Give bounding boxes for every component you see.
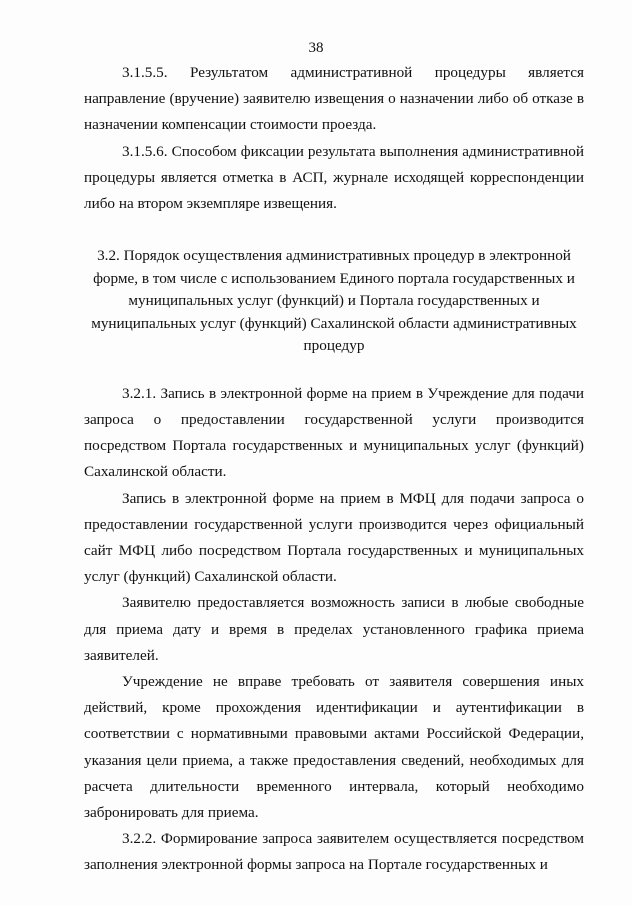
paragraph-3-2-2: 3.2.2. Формирование запроса заявителем осуществляется посредством заполнения электронной формы запроса на Портале государственных и xyxy=(84,830,584,874)
paragraph-registration-options: Заявителю предоставляется возможность записи в любые свободные для приема дату и время в пределах установленного графика приема заявителей. xyxy=(84,594,584,664)
paragraph-mfc-registration: Запись в электронной форме на прием в МФЦ для подачи запроса о предоставлении государственной услуги производится через официальный сайт МФЦ либо посредством Портала государственных и муниципальных услуг (функций) Сахалинской области. xyxy=(84,489,584,586)
document-body xyxy=(84,60,584,879)
paragraph-3-2-1: 3.2.1. Запись в электронной форме на прием в Учреждение для подачи запроса о предоставлении государственной услуги производится посредством Портала государственных и муниципальных услуг (функций) Сахалинской области. xyxy=(84,384,584,481)
section-heading-3-2: 3.2. Порядок осуществления административных процедур в электронной форме, в том числе с использованием Единого портала государственных и муниципальных услуг (функций) и Портала государственных и муниципальных услуг (функций) Сахалинской области административных процедур xyxy=(91,247,577,355)
paragraph-institution-restrictions: Учреждение не вправе требовать от заявителя совершения иных действий, кроме прохождения идентификации и аутентификации в соответствии с нормативными правовыми актами Российской Федерации, указания цели приема, а также предоставления сведений, необходимых для расчета длительности временного интервала, который необходимо забронировать для приема. xyxy=(84,672,584,821)
paragraph-3-1-5-6: 3.1.5.6. Способом фиксации результата выполнения административной процедуры является отметка в АСП, журнале исходящей корреспонденции либо на втором экземпляре извещения. xyxy=(84,142,584,213)
page-number: 38 xyxy=(308,40,324,56)
paragraph-3-1-5-5: 3.1.5.5. Результатом административной процедуры является направление (вручение) заявителю извещения о назначении либо об отказе в назначении компенсации стоимости проезда. xyxy=(84,64,584,134)
